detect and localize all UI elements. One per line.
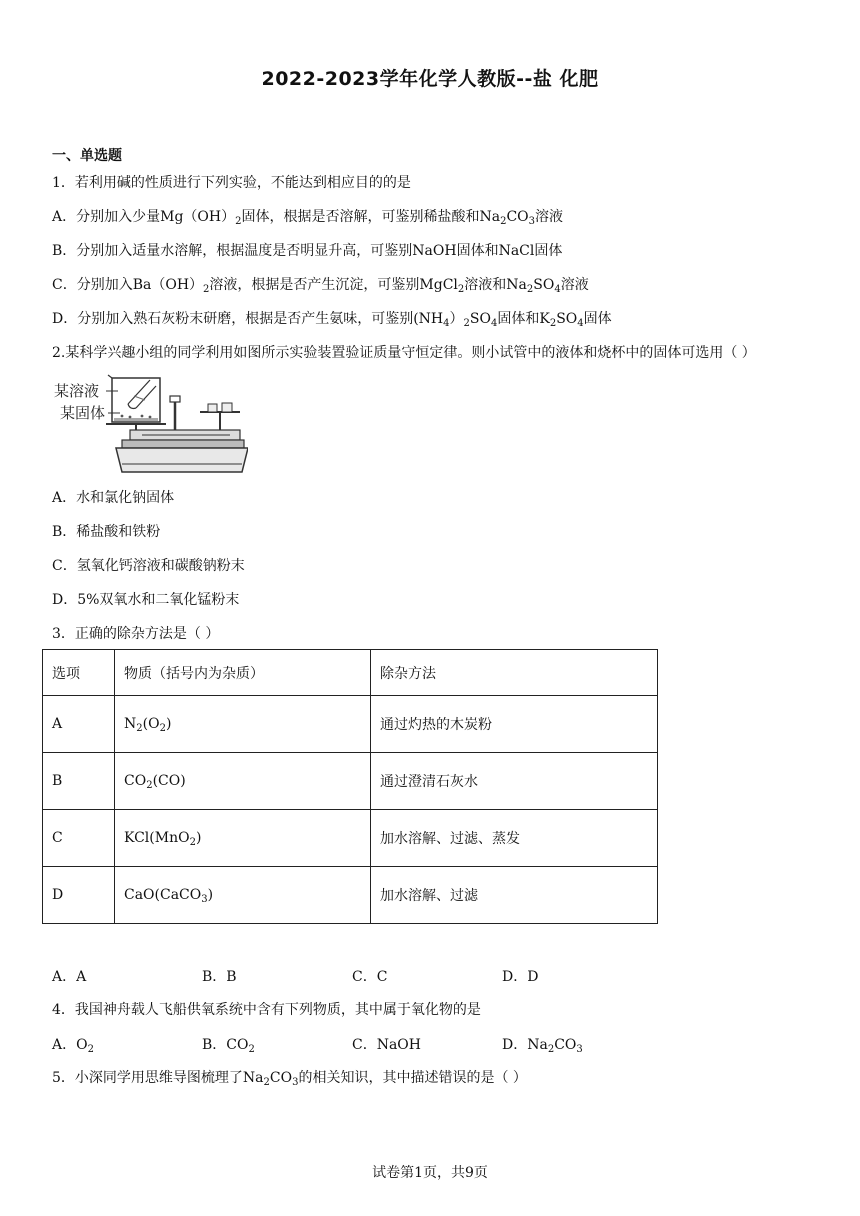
q4-choice-c: C．NaOH: [352, 1037, 421, 1053]
q1-stem: 1．若利用碱的性质进行下列实验，不能达到相应目的的是: [52, 175, 411, 191]
q3-table: [42, 649, 658, 924]
q2-option-b: B．稀盐酸和铁粉: [52, 524, 161, 540]
q2-option-d: D．5%双氧水和二氧化锰粉末: [52, 592, 240, 608]
table-cell-option: D: [43, 867, 115, 924]
q4-choice-a: A．$O_2$: [52, 1037, 94, 1055]
q4-choice-d: D．$Na_2CO_3$: [502, 1037, 583, 1055]
page-title: 2022-2023学年化学人教版--盐 化肥: [261, 68, 599, 90]
q1-option-c: C．分别加入$Ba(OH)_2$溶液，根据是否产生沉淀，可鉴别MgCl$_2$溶液和$Na_2SO_4$溶液: [52, 277, 589, 295]
fig-label-solid: 某固体: [60, 404, 106, 422]
balance-apparatus-figure: [52, 372, 248, 476]
table-row: [43, 753, 658, 810]
solid-powder: [114, 418, 158, 421]
q4-choice-b: B．$CO_2$: [202, 1037, 255, 1055]
table-cell-option: C: [43, 810, 115, 867]
q3-choice-a: A．A: [52, 969, 87, 985]
table-header-cell: 物质（括号内为杂质）: [115, 650, 371, 696]
table-row: [43, 867, 658, 924]
table-row: [43, 810, 658, 867]
table-header-cell: 除杂方法: [371, 650, 658, 696]
beaker: [112, 378, 160, 422]
table-cell-method: 通过澄清石灰水: [371, 753, 658, 810]
q3-choice-c: C．C: [352, 969, 388, 985]
q2-option-a: A．水和氯化钠固体: [52, 490, 175, 506]
q3-stem: 3．正确的除杂方法是（ ）: [52, 626, 220, 642]
q3-choice-b: B．B: [202, 969, 237, 985]
q5-stem: 5．小深同学用思维导图梳理了$Na_2CO_3$的相关知识，其中描述错误的是（ ）: [52, 1070, 527, 1088]
table-cell-substance: CaO(CaCO$_3$): [115, 867, 371, 924]
q4-stem: 4．我国神舟载人飞船供氧系统中含有下列物质，其中属于氧化物的是: [52, 1002, 481, 1018]
table-cell-option: A: [43, 696, 115, 753]
table-header-cell: 选项: [43, 650, 115, 696]
table-cell-substance: $N_2(O_2)$: [115, 696, 371, 753]
q3-choice-d: D．D: [502, 969, 539, 985]
fig-label-solution: 某溶液: [54, 382, 100, 400]
table-row: [43, 696, 658, 753]
q2-option-c: C．氢氧化钙溶液和碳酸钠粉末: [52, 558, 245, 574]
q1-option-d: D．分别加入熟石灰粉末研磨，根据是否产生氨味，可鉴别$(NH_4)_2SO_4$固体和$K_2SO_4$固体: [52, 311, 612, 329]
section-heading: 一、单选题: [52, 148, 122, 164]
table-header-row: [43, 650, 658, 696]
page-footer: 试卷第1页，共9页: [372, 1165, 488, 1181]
table-cell-method: 加水溶解、过滤: [371, 867, 658, 924]
table-cell-substance: $CO_2(CO)$: [115, 753, 371, 810]
table-cell-option: B: [43, 753, 115, 810]
test-tube: [128, 380, 150, 404]
table-cell-method: 通过灼热的木炭粉: [371, 696, 658, 753]
table-cell-method: 加水溶解、过滤、蒸发: [371, 810, 658, 867]
q1-option-b: B．分别加入适量水溶解，根据温度是否明显升高，可鉴别NaOH固体和NaCl固体: [52, 243, 563, 259]
table-cell-substance: KCl(MnO$_2$): [115, 810, 371, 867]
q1-option-a: A．分别加入少量$Mg(OH)_2$固体，根据是否溶解，可鉴别稀盐酸和$Na_2CO_3$溶液: [52, 209, 564, 227]
q2-stem: 2.某科学兴趣小组的同学利用如图所示实验装置验证质量守恒定律。则小试管中的液体和烧杯中的固体可选用（ ）: [52, 345, 756, 361]
